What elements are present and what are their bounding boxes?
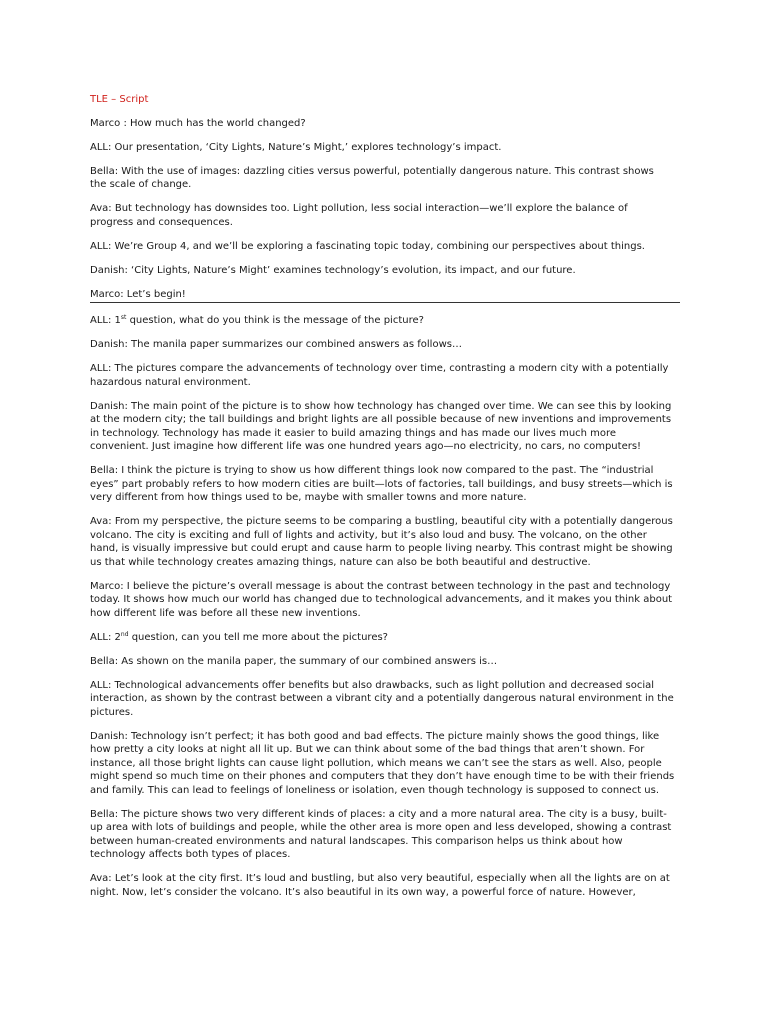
- script-line: at the modern city; the tall buildings and bright lights are all possible because of new inventions and improvements: [90, 414, 672, 425]
- script-paragraph: [90, 655, 680, 669]
- script-paragraph: [90, 338, 680, 352]
- script-paragraph: [90, 808, 680, 862]
- script-paragraph: [90, 464, 680, 505]
- script-paragraph: [90, 117, 680, 131]
- script-line: might spend so much time on their phones and computers that they don’t have enough time to be with their friends: [90, 771, 675, 782]
- script-line: between human-created environments and natural landscapes. This comparison helps us think about how: [90, 835, 623, 847]
- script-line: ALL: The pictures compare the advancements of technology over time, contrasting a modern city with a potentially: [90, 363, 669, 374]
- document-title: TLE – Script: [90, 94, 149, 105]
- script-line: us that while technology creates amazing things, nature can also be both beautiful and destructive.: [90, 556, 591, 568]
- script-line: pictures.: [90, 706, 134, 718]
- script-paragraph: [90, 631, 680, 645]
- script-line: and family. This can lead to feelings of loneliness or isolation, even though technology is supposed to connect us.: [90, 784, 660, 796]
- script-line: Danish: ‘City Lights, Nature’s Might’ examines technology’s evolution, its impact, and our future.: [90, 264, 576, 276]
- script-line: the scale of change.: [90, 179, 192, 190]
- script-paragraph: [90, 730, 680, 798]
- script-paragraph: [90, 872, 680, 899]
- script-line: instance, all those bright lights can cause light pollution, which means we can’t see the stars as well. Also, people: [90, 757, 662, 769]
- script-paragraph: [90, 202, 680, 229]
- script-line: ALL: We’re Group 4, and we’ll be exploring a fascinating topic today, combining our perspectives about things.: [90, 240, 645, 252]
- script-line: Danish: The manila paper summarizes our combined answers as follows…: [90, 339, 462, 350]
- script-paragraph: [90, 314, 680, 328]
- script-line: Ava: But technology has downsides too. Light pollution, less social interaction—we’ll explore the balance of: [90, 203, 628, 214]
- script-line: ALL: 2nd question, can you tell me more about the pictures?: [90, 630, 388, 643]
- script-line: Marco: Let’s begin!: [90, 288, 186, 300]
- script-line: Marco : How much has the world changed?: [90, 117, 306, 129]
- script-paragraph: [90, 288, 680, 304]
- script-paragraph: [90, 165, 680, 192]
- script-paragraph: [90, 580, 680, 621]
- script-line: eyes” part probably refers to how modern cities are built—lots of factories, tall buildings, and busy streets—which is: [90, 478, 673, 490]
- script-paragraph: [90, 362, 680, 389]
- script-line: how different life was before all these new inventions.: [90, 607, 361, 619]
- script-paragraph: [90, 240, 680, 254]
- script-line: Bella: As shown on the manila paper, the summary of our combined answers is…: [90, 655, 498, 667]
- script-paragraph: [90, 679, 680, 720]
- script-line: how pretty a city looks at night all lit up. But we can think about some of the bad things that aren’t shown. For: [90, 744, 645, 755]
- script-line: Danish: The main point of the picture is to show how technology has changed over time. We can see this by looking: [90, 400, 672, 412]
- script-line: night. Now, let’s consider the volcano. It’s also beautiful in its own way, a powerful force of nature. However,: [90, 886, 636, 898]
- script-line: very different from how things used to be, maybe with smaller towns and more nature.: [90, 492, 527, 503]
- script-line: Ava: Let’s look at the city first. It’s loud and bustling, but also very beautiful, especially when all the lights are on at: [90, 873, 670, 884]
- script-line: convenient. Just imagine how different life was one hundred years ago—no electricity, no cars, no computers!: [90, 441, 642, 452]
- script-line: technology affects both types of places.: [90, 849, 291, 860]
- script-line: Bella: With the use of images: dazzling cities versus powerful, potentially dangerous nature. This contrast shows: [90, 165, 654, 177]
- script-line: volcano. The city is exciting and full of lights and activity, but it’s also loud and busy. The volcano, on the other: [90, 529, 647, 541]
- script-line: Bella: The picture shows two very different kinds of places: a city and a more natural area. The city is a busy, built-: [90, 808, 667, 820]
- script-line: ALL: Technological advancements offer benefits but also drawbacks, such as light pollution and decreased social: [90, 679, 655, 691]
- script-line: up area with lots of buildings and people, while the other area is more open and less developed, showing a contrast: [90, 822, 672, 833]
- script-paragraph: [90, 141, 680, 155]
- script-paragraph: [90, 264, 680, 278]
- script-body: [90, 117, 680, 900]
- script-line: ALL: 1st question, what do you think is the message of the picture?: [90, 314, 424, 326]
- script-line: in technology. Technology has made it easier to build amazing things and has made our lives much more: [90, 427, 617, 439]
- script-paragraph: [90, 515, 680, 569]
- script-line: Bella: I think the picture is trying to show us how different things look now compared to the past. The “industrial: [90, 465, 654, 476]
- script-line: Marco: I believe the picture’s overall message is about the contrast between technology in the past and technology: [90, 580, 671, 592]
- script-line: progress and consequences.: [90, 216, 233, 228]
- script-line: hazardous natural environment.: [90, 376, 251, 388]
- script-line: Danish: Technology isn’t perfect; it has both good and bad effects. The picture mainly shows the good things, like: [90, 730, 660, 742]
- script-line: ALL: Our presentation, ‘City Lights, Nature’s Might,’ explores technology’s impact.: [90, 141, 502, 153]
- script-line: Ava: From my perspective, the picture seems to be comparing a bustling, beautiful city with a potentially dangerous: [90, 516, 673, 527]
- script-line: hand, is visually impressive but could erupt and cause harm to people living nearby. This contrast might be showing: [90, 543, 673, 554]
- script-paragraph: [90, 400, 680, 454]
- script-line: today. It shows how much our world has changed due to technological advancements, and it makes you think about: [90, 594, 673, 605]
- script-line: interaction, as shown by the contrast between a vibrant city and a potentially dangerous natural environment in the: [90, 693, 674, 704]
